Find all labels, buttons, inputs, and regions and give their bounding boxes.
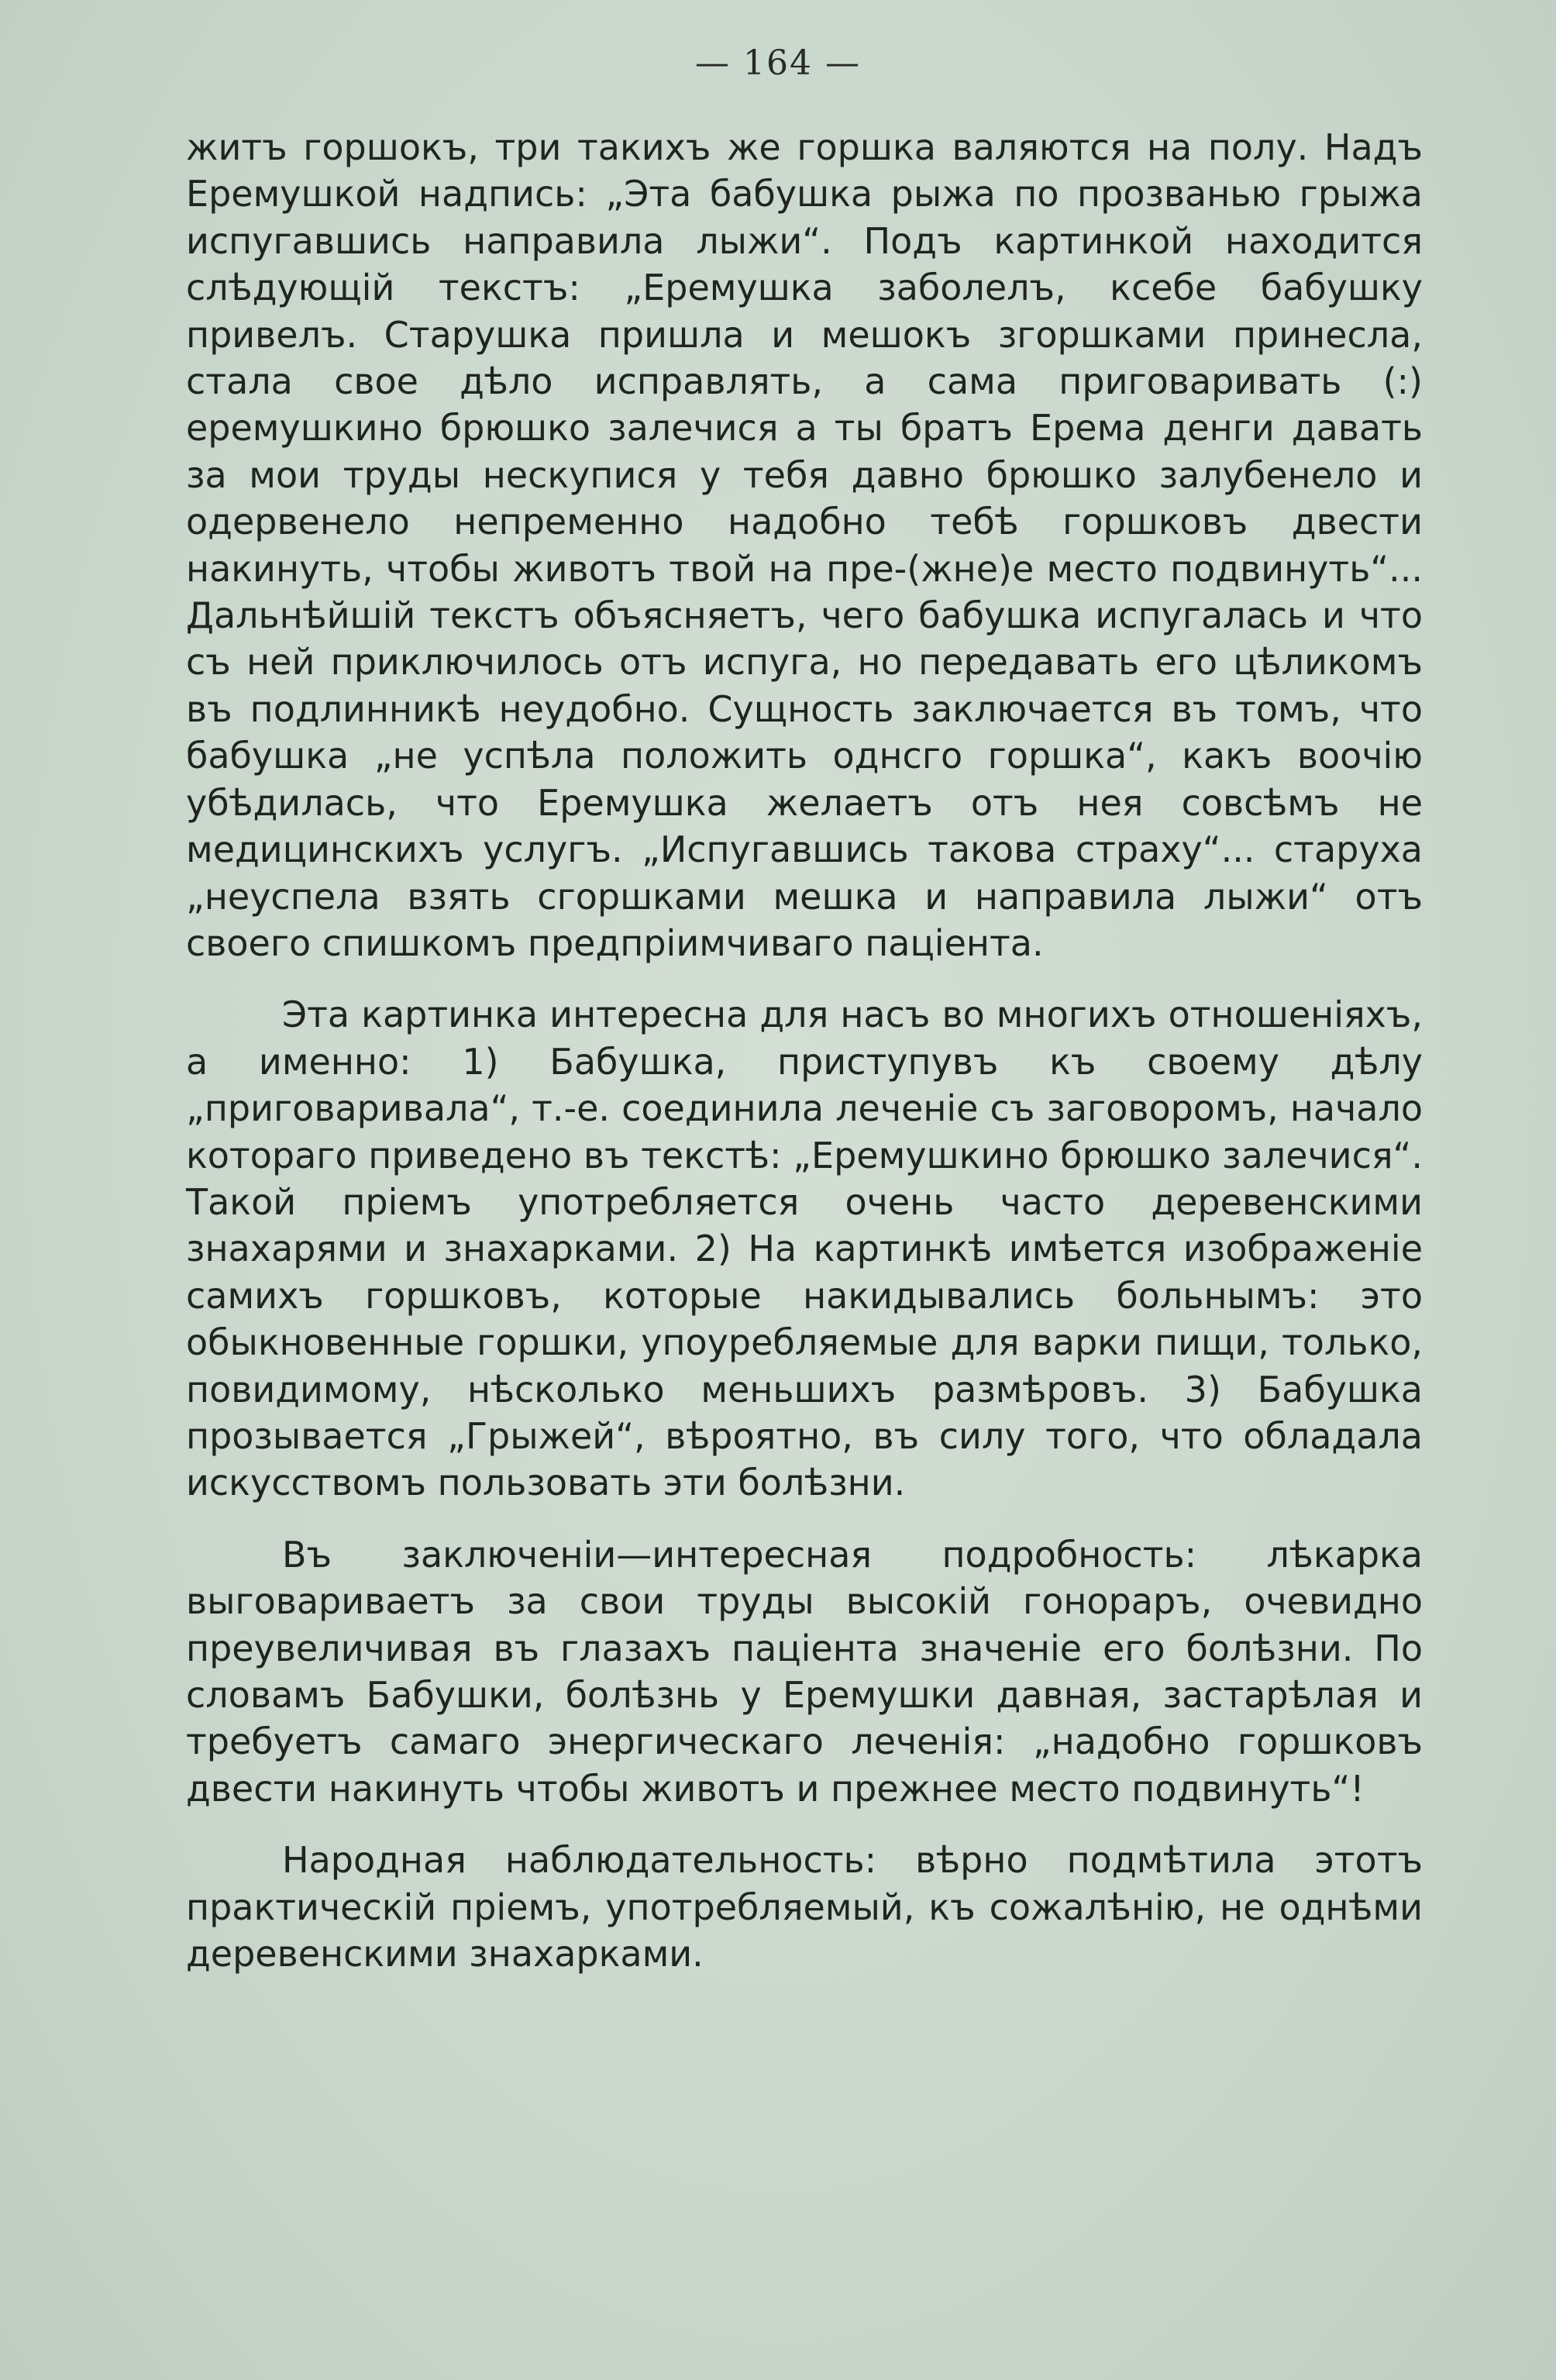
paragraph-2: Эта картинка интересна для насъ во многихъ отношеніяхъ, а именно: 1) Бабушка, приступувъ къ своему дѣлу „приговаривала“, т.-е. соединила леченіе съ заговоромъ, начало котораго приведено въ текстѣ: „Еремушкино брюшко залечися“. Такой пріемъ употребляется очень часто деревенскими знахарями и знахарками. 2) На картинкѣ имѣется изображеніе самихъ горшковъ, которые накидывались больнымъ: это обыкновенные горшки, упоуребляемые для варки пищи, только, повидимому, нѣсколько меньшихъ размѣровъ. 3) Бабушка прозывается „Грыжей“, вѣроятно, въ силу того, что обладала искусствомъ пользовать эти болѣзни. — [186, 994, 1423, 1504]
paragraph-3: Въ заключеніи—интересная подробность: лѣкарка выговариваетъ за свои труды высокій гонораръ, очевидно преувеличивая въ глазахъ пацiента значеніе его болѣзни. По словамъ Бабушки, болѣзнь у Еремушки давная, застарѣлая и требуетъ самаго энергическаго леченія: „надобно горшковъ двести накинуть чтобы животъ и прежнее место подвинуть“! — [186, 1533, 1423, 1810]
paragraph-1: житъ горшокъ, три такихъ же горшка валяются на полу. Надъ Еремушкой надпись: „Эта бабушка рыжа по прозванью грыжа испугавшись направила лыжи“. Подъ картинкой находится слѣдующій текстъ: „Еремушка заболелъ, ксебе бабушку привелъ. Старушка пришла и мешокъ згоршками принесла, стала свое дѣло исправлять, а сама приговаривать (:) еремушкино брюшко залечися а ты братъ Ерема денги давать за мои труды нескупися у тебя давно брюшко залубенело и одервенело непременно надобно тебѣ горшковъ двести накинуть, чтобы животъ твой на пре-(жне)е место подвинуть“... Дальнѣйшій текстъ объясняетъ, чего бабушка испугалась и что съ ней приключилось отъ испуга, но передавать его цѣликомъ въ подлинникѣ неудобно. Сущность заключается въ томъ, что бабушка „не успѣла положить однсго горшка“, какъ воочію убѣдилась, что Еремушка желаетъ отъ нея совсѣмъ не медицинскихъ услугъ. „Испугавшись такова страху“... старуха „неуспела взять сгоршками мешка и направила лыжи“ отъ своего спишкомъ предпріимчиваго пацiента. — [186, 126, 1423, 964]
body-text — [186, 124, 1423, 1977]
page-number: — 164 — — [695, 43, 861, 83]
paragraph-4: Народная наблюдательность: вѣрно подмѣтила этотъ практическій пріемъ, употребляемый, къ сожалѣнію, не однѣми деревенскими знахарками. — [186, 1839, 1423, 1975]
